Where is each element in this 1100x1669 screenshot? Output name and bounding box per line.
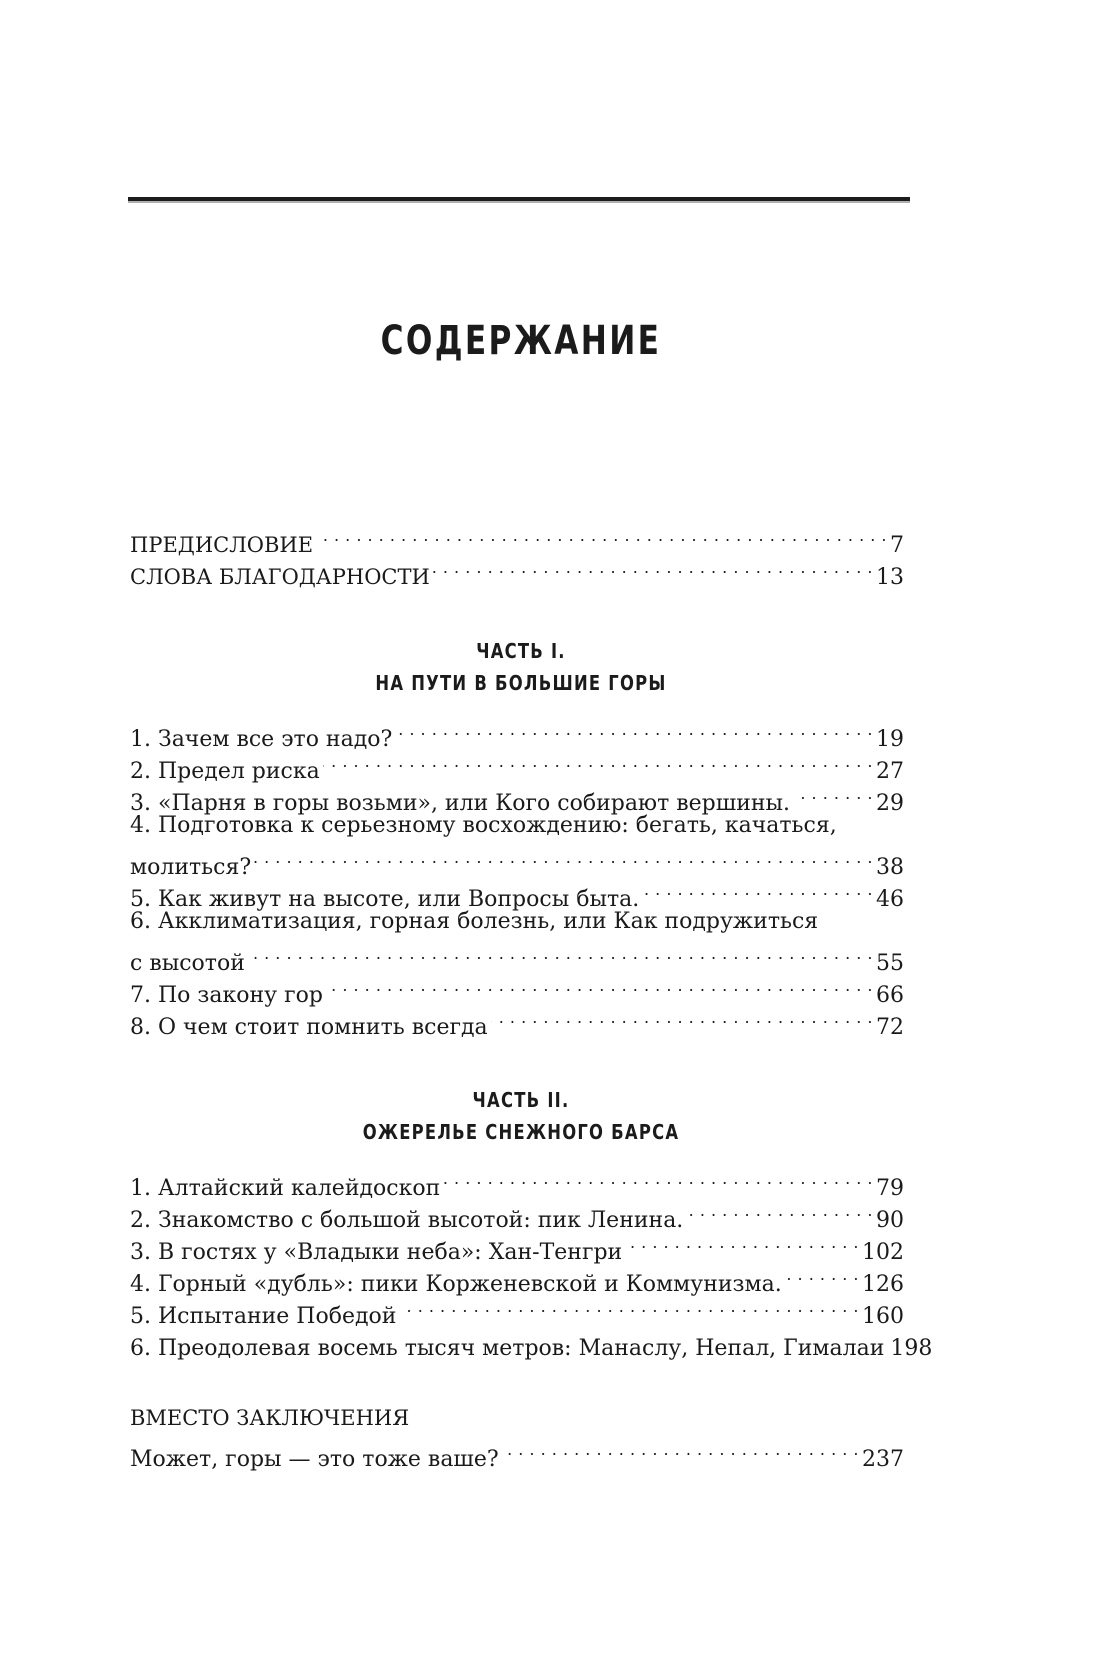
toc-entry-label: с высотой: [130, 951, 245, 976]
toc-entry-label: 7. По закону гор: [130, 983, 323, 1008]
toc-entry-page: 19: [876, 727, 904, 752]
dot-leader: [642, 874, 873, 906]
page-title: СОДЕРЖАНИЕ: [380, 318, 662, 364]
toc-entry-page: 29: [876, 791, 904, 816]
toc-entry-page: 198: [890, 1336, 933, 1361]
conclusion-section: [130, 1402, 904, 1472]
toc-entry-label: 4. Подготовка к серьезному восхождению: бегать, качаться,: [130, 813, 837, 838]
toc-entry-line1[interactable]: [130, 906, 904, 938]
toc-entry-label: 2. Предел риска: [130, 759, 320, 784]
toc-entry-page: 13: [876, 565, 904, 590]
dot-leader: [326, 970, 873, 1002]
toc-entry-conclusion[interactable]: [130, 1434, 904, 1472]
dot-leader: [433, 552, 873, 584]
toc-entry-label: 1. Зачем все это надо?: [130, 727, 393, 752]
toc-entry-label: 5. Испытание Победой: [130, 1304, 397, 1329]
toc-entry-label: ПРЕДИСЛОВИЕ: [130, 533, 314, 557]
part-2-chapters: [130, 1163, 933, 1361]
toc-entry-label: 3. В гостях у «Владыки неба»: Хан-Тенгри: [130, 1240, 623, 1265]
toc-entry-label: 6. Преодолевая восемь тысяч метров: Манаслу, Непал, Гималаи: [130, 1336, 885, 1361]
toc-entry-label: 5. Как живут на высоте, или Вопросы быта.: [130, 887, 640, 912]
toc-entry-line2[interactable]: [130, 938, 904, 976]
toc-entry[interactable]: [130, 714, 904, 752]
dot-leader: [502, 1434, 859, 1466]
toc-entry-page: 160: [862, 1304, 904, 1329]
part-2-heading: ЧАСТЬ II.: [472, 1088, 570, 1112]
toc-entry-page: 66: [876, 983, 904, 1008]
toc-entry-page: 102: [862, 1240, 904, 1265]
toc-entry-page: 126: [862, 1272, 904, 1297]
toc-entry-label: СЛОВА БЛАГОДАРНОСТИ: [130, 565, 430, 589]
toc-entry-page: 90: [876, 1208, 904, 1233]
toc-entry-page: 79: [876, 1176, 904, 1201]
part-2-subtitle: ОЖЕРЕЛЬЕ СНЕЖНОГО БАРСА: [362, 1120, 680, 1144]
dot-leader: [686, 1195, 873, 1227]
dot-leader: [443, 1163, 873, 1195]
dot-leader: [785, 1259, 859, 1291]
toc-entry-label: молиться?: [130, 855, 252, 880]
toc-entry-page: 7: [890, 533, 904, 558]
dot-leader: [254, 842, 873, 874]
part-1-heading: ЧАСТЬ I.: [476, 639, 566, 663]
part-1-subtitle: НА ПУТИ В БОЛЬШИЕ ГОРЫ: [375, 671, 667, 695]
toc-entry-line2[interactable]: [130, 842, 904, 880]
top-rule: [128, 197, 910, 201]
toc-entry[interactable]: [130, 970, 904, 1008]
toc-entry-label: 8. О чем стоит помнить всегда: [130, 1015, 488, 1040]
toc-entry-page: 46: [876, 887, 904, 912]
dot-leader: [625, 1227, 859, 1259]
toc-entry-line1[interactable]: [130, 810, 904, 842]
toc-entry-page: 38: [876, 855, 904, 880]
front-matter: [130, 520, 904, 590]
dot-leader: [323, 746, 873, 778]
dot-leader: [793, 778, 873, 810]
toc-entry-page: 237: [862, 1447, 904, 1472]
dot-leader: [248, 938, 873, 970]
toc-entry-label: 4. Горный «дубль»: пики Корженевской и Коммунизма.: [130, 1272, 782, 1297]
toc-entry-page: 72: [876, 1015, 904, 1040]
toc-entry[interactable]: [130, 1163, 904, 1201]
dot-leader: [395, 714, 873, 746]
dot-leader: [491, 1002, 873, 1034]
part-1-chapters: [130, 714, 904, 1040]
toc-entry-label: Может, горы — это тоже ваше?: [130, 1447, 499, 1472]
toc-entry-label: 3. «Парня в горы возьми», или Кого собирают вершины.: [130, 791, 791, 816]
toc-entry-label: 6. Акклиматизация, горная болезнь, или Как подружиться: [130, 909, 819, 934]
toc-entry-label: 1. Алтайский калейдоскоп: [130, 1176, 441, 1201]
toc-entry-preface[interactable]: [130, 520, 904, 558]
dot-leader: [316, 520, 887, 552]
toc-entry-page: 27: [876, 759, 904, 784]
conclusion-heading: ВМЕСТО ЗАКЛЮЧЕНИЯ: [130, 1406, 410, 1430]
toc-entry-page: 55: [876, 951, 904, 976]
toc-entry-label: 2. Знакомство с большой высотой: пик Ленина.: [130, 1208, 684, 1233]
dot-leader: [399, 1291, 859, 1323]
